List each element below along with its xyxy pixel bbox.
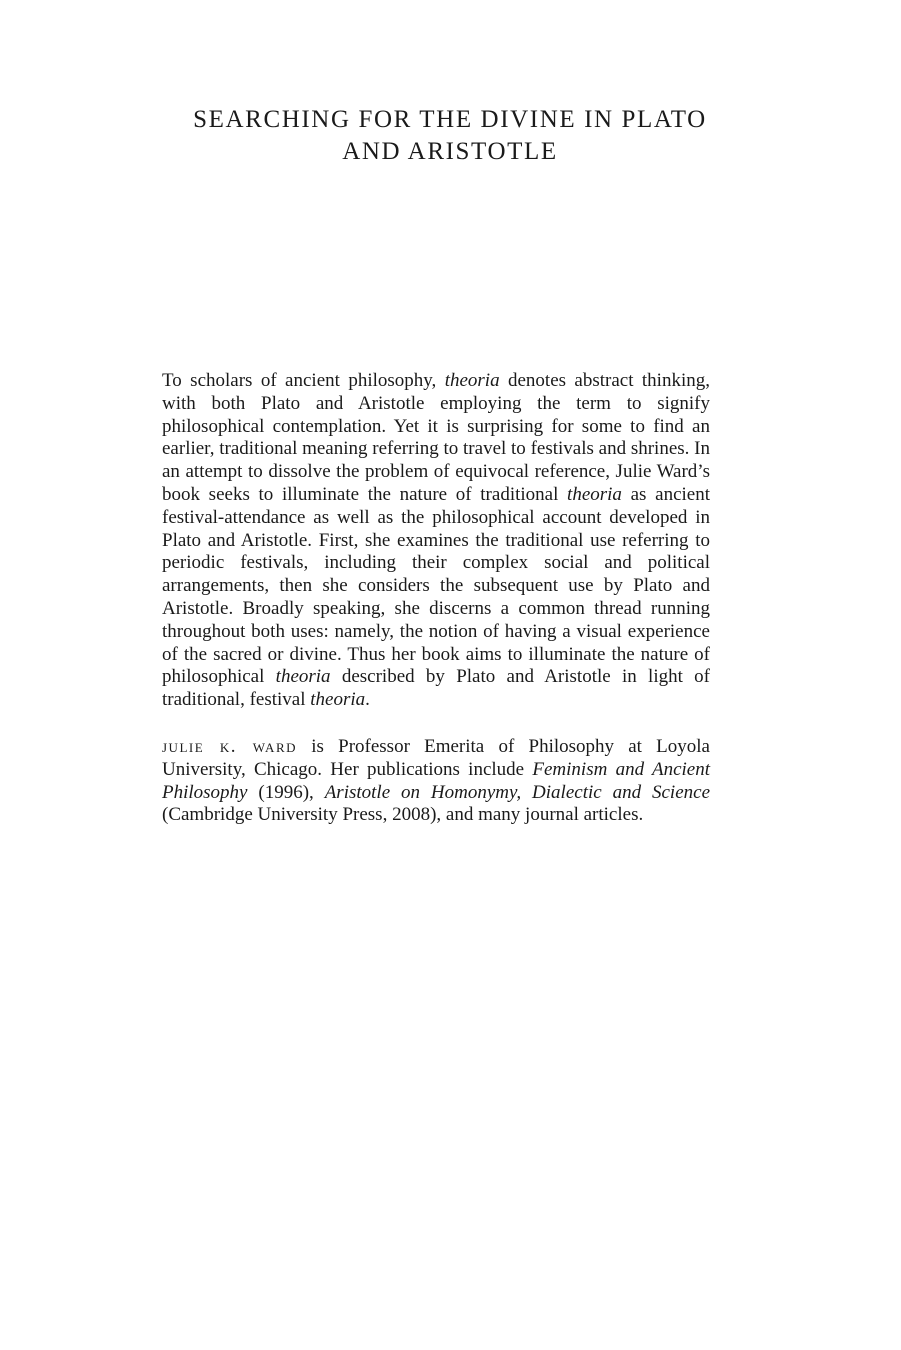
- bio-text-1: is Professor Emerita of Philosophy at Loyola University, Chicago. Her publications include: [162, 736, 710, 780]
- author-name: julie k. ward: [162, 736, 298, 757]
- blurb-text-4: described by Plato and Aristotle in light of traditional, festival: [162, 666, 710, 711]
- bio-text-3: (Cambridge University Press, 2008), and many journal articles.: [162, 804, 644, 826]
- book-title-1: Feminism and Ancient Philosophy: [162, 758, 711, 803]
- title-line-1: SEARCHING FOR THE DIVINE IN PLATO: [193, 106, 707, 133]
- author-bio: [162, 736, 710, 827]
- blurb-text-5: .: [365, 689, 370, 711]
- title-line-2: AND ARISTOTLE: [342, 138, 558, 165]
- bio-text-2: (1996),: [247, 781, 325, 803]
- blurb-term-2: theoria: [567, 483, 622, 505]
- blurb-text-3: as ancient festival-attendance as well as the philosophical account developed in Plato and Aristotle. First, she examines the traditional use referring to periodic festivals, including their complex social and political arrangements, then she considers the subsequent use by Plato and Aristotle. Broadly speaking, she discerns a common thread running throughout both uses: namely, the notion of having a visual experience of the sacred or divine. Thus her book aims to illuminate the nature of philosophical: [162, 483, 710, 688]
- blurb-term-4: theoria: [310, 689, 366, 711]
- book-title-2: Aristotle on Homonymy, Dialectic and Science: [324, 781, 710, 803]
- blurb-term-3: theoria: [275, 666, 331, 688]
- book-description: [162, 370, 710, 712]
- blurb-text-1: To scholars of ancient philosophy,: [162, 370, 445, 391]
- blurb-term-1: theoria: [444, 370, 500, 391]
- page-title: [140, 104, 760, 168]
- blurb-text-2: denotes abstract thinking, with both Plato and Aristotle employing the term to signify philosophical contemplation. Yet it is surprising for some to find an earlier, traditional meaning referring to travel to festivals and shrines. In an attempt to dissolve the problem of equivocal reference, Julie Ward’s book seeks to illuminate the nature of traditional: [162, 370, 710, 505]
